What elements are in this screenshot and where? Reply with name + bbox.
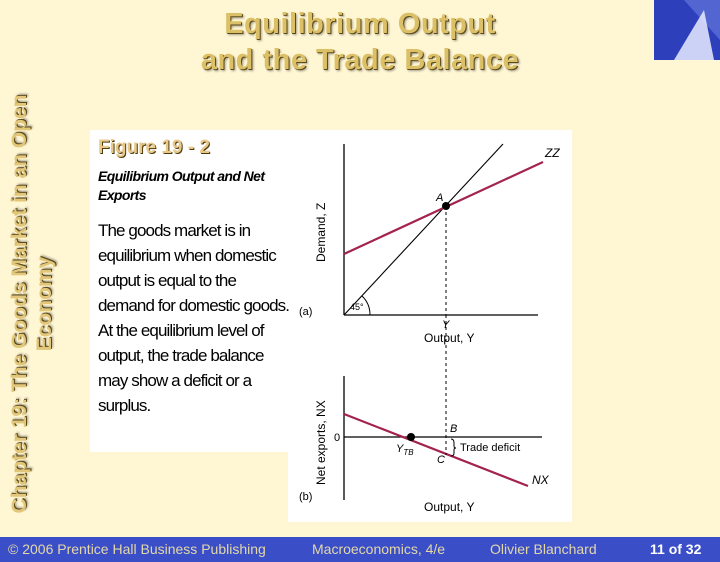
- point-c-label: C: [437, 454, 445, 466]
- footer-book-title: Macroeconomics, 4/e: [312, 541, 446, 557]
- panel-a-x-axis-label: Output, Y: [424, 331, 475, 345]
- nx-curve-label: NX: [532, 473, 549, 487]
- chapter-title: Chapter 19: The Goods Market in an Open Economy: [8, 94, 56, 514]
- panel-b-y-axis-label: Net exports, NX: [314, 400, 328, 485]
- ytb-label: [396, 443, 414, 457]
- ytb-marker: [407, 433, 415, 441]
- panel-a: [299, 144, 560, 345]
- panel-b-x-axis-label: Output, Y: [424, 500, 475, 514]
- chapter-sidebar: [0, 82, 60, 522]
- zero-label: 0: [334, 432, 341, 444]
- slide-page-number: 11 of 32: [650, 541, 702, 557]
- trade-deficit-label: Trade deficit: [460, 442, 521, 454]
- figure-body-text: The goods market is in equilibrium when domestic output is equal to the demand for domestic goods. At the equilibrium level of output, the trade balance may show a deficit or a surplus.: [98, 221, 290, 415]
- zz-curve-label: ZZ: [545, 146, 560, 160]
- 45-degree-line: [344, 144, 503, 315]
- figure-label: Figure 19 - 2: [98, 137, 210, 158]
- slide-title-line-1: Equilibrium Output: [224, 8, 496, 40]
- y-tick-label: Y: [442, 319, 450, 331]
- equilibrium-diagram: [288, 130, 572, 522]
- ytb-subscript: TB: [403, 448, 414, 457]
- point-a-label: A: [436, 192, 444, 204]
- footer-author: Olivier Blanchard: [490, 541, 597, 557]
- panel-a-tag: (a): [299, 306, 313, 318]
- corner-logo: [654, 0, 720, 60]
- panel-b-tag: (b): [299, 491, 313, 503]
- figure-subtitle: Equilibrium Output and Net Exports: [98, 168, 265, 203]
- angle-label: 45°: [350, 302, 364, 312]
- panel-a-y-axis-label: Demand, Z: [314, 202, 328, 262]
- ytb-main: Y: [396, 443, 404, 455]
- slide-title-line-2: and the Trade Balance: [200, 44, 520, 76]
- point-b-label: B: [450, 423, 458, 435]
- footer-copyright: © 2006 Prentice Hall Business Publishing: [8, 541, 266, 557]
- deficit-brace: [451, 439, 456, 456]
